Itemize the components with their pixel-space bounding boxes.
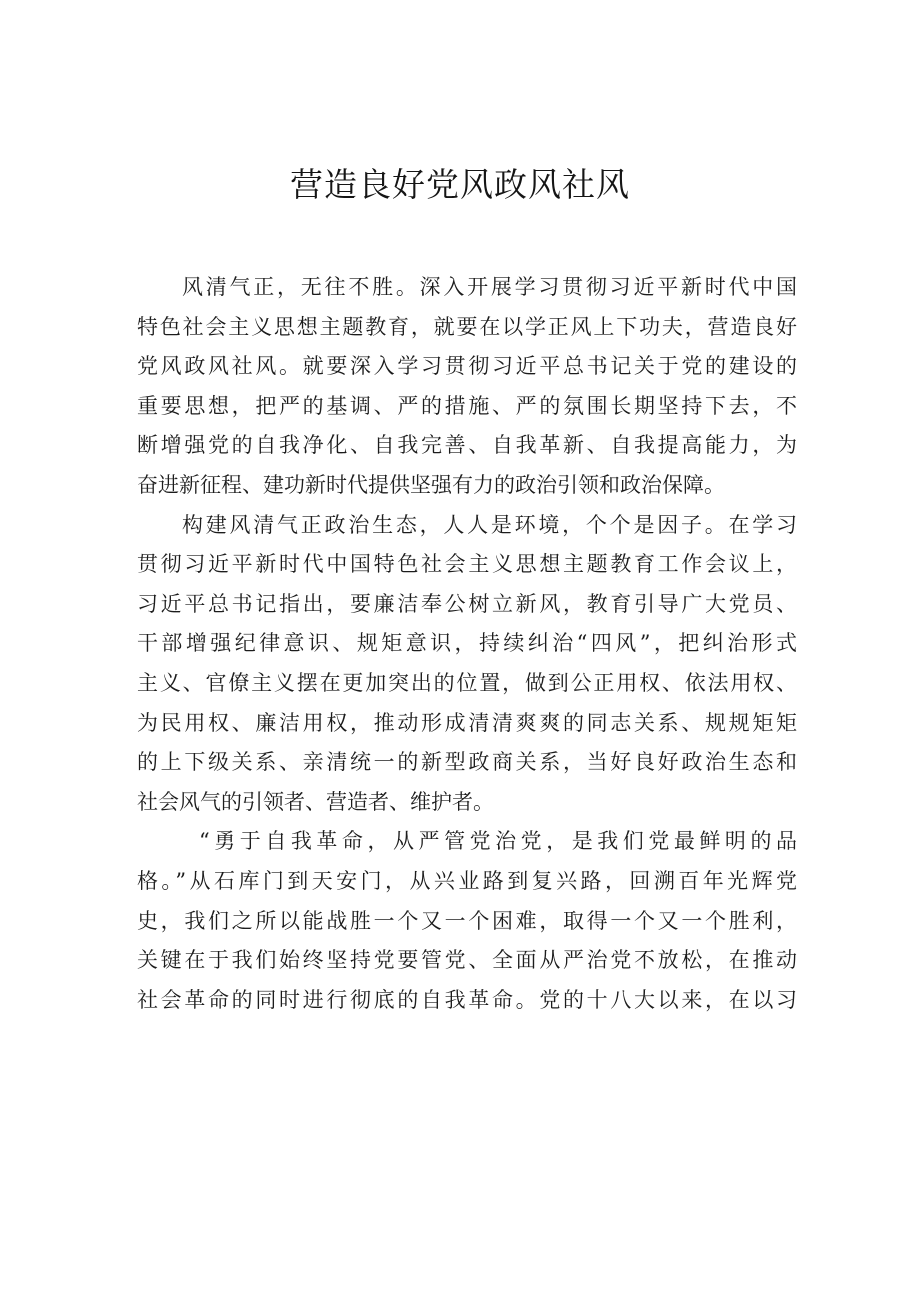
document-body <box>137 268 797 1020</box>
paragraph-2 <box>137 506 797 823</box>
text-line: 社会风气的引领者、营造者、维护者。 <box>137 789 494 814</box>
text-line: 党风政风社风。就要深入学习贯彻习近平总书记关于党的建设的 <box>137 354 797 379</box>
text-line: 断增强党的自我净化、自我完善、自我革新、自我提高能力，为 <box>137 433 797 458</box>
text-line: 奋进新征程、建功新时代提供坚强有力的政治引领和政治保障。 <box>137 472 725 497</box>
text-line: 构建风清气正政治生态，人人是环境，个个是因子。在学习 <box>182 512 797 537</box>
text-line: 史，我们之所以能战胜一个又一个困难，取得一个又一个胜利， <box>137 908 797 933</box>
text-line: 关键在于我们始终坚持党要管党、全面从严治党不放松，在推动 <box>137 948 797 973</box>
text-line: 习近平总书记指出，要廉洁奉公树立新风，教育引导广大党员、 <box>137 591 797 616</box>
document-title: 营造良好党风政风社风 <box>290 165 630 204</box>
text-line: 主义、官僚主义摆在更加突出的位置，做到公正用权、依法用权、 <box>137 670 797 695</box>
text-line: 干部增强纪律意识、规矩意识，持续纠治“四风”，把纠治形式 <box>137 631 797 656</box>
text-line: 的上下级关系、亲清统一的新型政商关系，当好良好政治生态和 <box>137 750 797 775</box>
text-line: 重要思想，把严的基调、严的措施、严的氛围长期坚持下去，不 <box>137 393 797 418</box>
paragraph-3 <box>137 822 797 1020</box>
text-line: 社会革命的同时进行彻底的自我革命。党的十八大以来，在以习 <box>137 987 797 1012</box>
paragraph-1 <box>137 268 797 506</box>
text-line: “勇于自我革命，从严管党治党，是我们党最鲜明的品 <box>199 829 797 854</box>
text-line: 为民用权、廉洁用权，推动形成清清爽爽的同志关系、规规矩矩 <box>137 710 797 735</box>
text-line: 格。”从石库门到天安门，从兴业路到复兴路，回溯百年光辉党 <box>137 868 797 893</box>
text-line: 风清气正，无往不胜。深入开展学习贯彻习近平新时代中国 <box>182 275 797 299</box>
text-line: 特色社会主义思想主题教育，就要在以学正风上下功夫，营造良好 <box>137 314 797 339</box>
text-line: 贯彻习近平新时代中国特色社会主义思想主题教育工作会议上， <box>137 552 797 577</box>
